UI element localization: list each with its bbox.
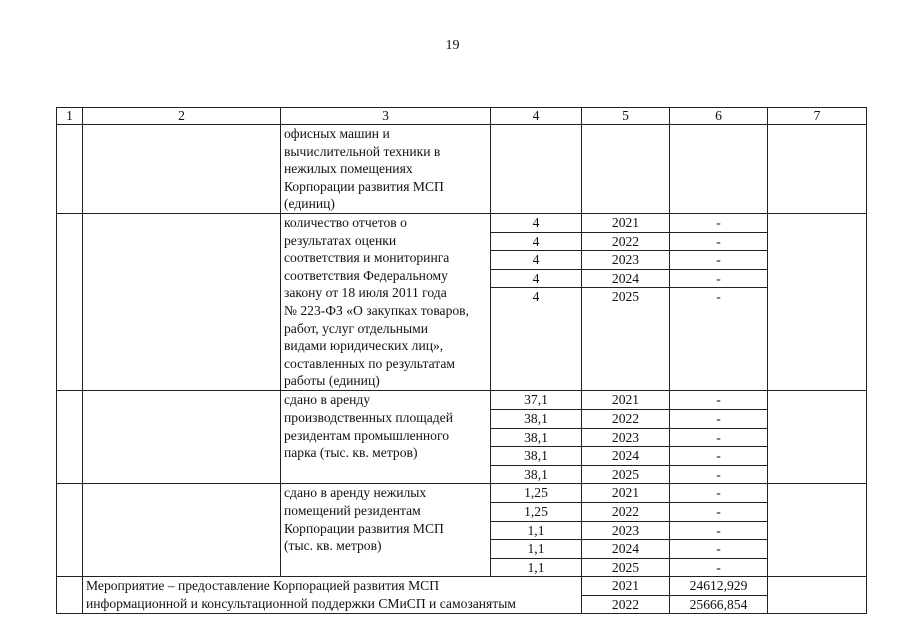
year-cell: 2024 (582, 540, 670, 559)
table-row (57, 391, 867, 410)
amount-cell: - (670, 521, 768, 540)
header-cell-4: 4 (491, 108, 582, 125)
description-line: вычислительной техники в (284, 143, 441, 159)
value-cell: 1,1 (491, 521, 582, 540)
description-line: офисных машин и (284, 126, 390, 141)
description-line: результатах оценки (284, 232, 397, 248)
header-cell-5: 5 (582, 108, 670, 125)
year-cell: 2023 (582, 251, 670, 270)
year-cell: 2022 (582, 595, 670, 614)
amount-cell: - (670, 484, 768, 503)
value-cell: 4 (491, 269, 582, 288)
year-cell: 2023 (582, 521, 670, 540)
description-line: резидентам промышленного (284, 427, 450, 443)
col7-cell (768, 125, 867, 214)
amount-cell: - (670, 409, 768, 428)
amount-cell: - (670, 251, 768, 270)
value-cell: 1,1 (491, 540, 582, 559)
col1-cell (57, 391, 83, 484)
year-cell: 2025 (582, 288, 670, 391)
amount-cell: - (670, 288, 768, 391)
amount-cell: - (670, 502, 768, 521)
indicator-description (281, 125, 491, 214)
description-line: количество отчетов о (284, 214, 407, 230)
indicator-description (281, 484, 491, 577)
year-cell (582, 125, 670, 214)
value-cell: 38,1 (491, 428, 582, 447)
table-row (57, 577, 867, 596)
col2-cell (83, 125, 281, 214)
year-cell: 2024 (582, 269, 670, 288)
col2-cell (83, 213, 281, 390)
header-cell-2: 2 (83, 108, 281, 125)
year-cell: 2024 (582, 447, 670, 466)
amount-cell: 25666,854 (670, 595, 768, 614)
year-cell: 2025 (582, 465, 670, 484)
value-cell: 38,1 (491, 465, 582, 484)
amount-cell: - (670, 465, 768, 484)
description-line: (тыс. кв. метров) (284, 538, 382, 554)
description-line: Корпорации развития МСП (284, 178, 444, 194)
value-cell: 38,1 (491, 447, 582, 466)
amount-cell: - (670, 428, 768, 447)
col7-cell (768, 577, 867, 614)
description-line: (единиц) (284, 196, 335, 212)
year-cell: 2021 (582, 213, 670, 232)
description-line: сдано в аренду (284, 392, 371, 408)
year-cell: 2021 (582, 391, 670, 410)
value-cell: 1,25 (491, 502, 582, 521)
col2-cell (83, 391, 281, 484)
header-cell-6: 6 (670, 108, 768, 125)
amount-cell: - (670, 558, 768, 577)
amount-cell: - (670, 232, 768, 251)
value-cell (491, 125, 582, 214)
description-line: сдано в аренду нежилых (284, 485, 427, 501)
value-cell: 37,1 (491, 391, 582, 410)
amount-cell: 24612,929 (670, 577, 768, 596)
year-cell: 2021 (582, 484, 670, 503)
table-row (57, 213, 867, 232)
col7-cell (768, 484, 867, 577)
description-line: производственных площадей (284, 409, 453, 425)
header-cell-7: 7 (768, 108, 867, 125)
col2-cell (83, 484, 281, 577)
amount-cell: - (670, 391, 768, 410)
description-line: видами юридических лиц», (284, 338, 444, 354)
table-row (57, 484, 867, 503)
description-line: парка (тыс. кв. метров) (284, 445, 418, 461)
year-cell: 2022 (582, 232, 670, 251)
header-cell-3: 3 (281, 108, 491, 125)
col1-cell (57, 484, 83, 577)
description-line: нежилых помещениях (284, 161, 413, 177)
amount-cell: - (670, 540, 768, 559)
description-line: работ, услуг отдельными (284, 320, 429, 336)
header-row (57, 108, 867, 125)
value-cell: 1,1 (491, 558, 582, 577)
col7-cell (768, 391, 867, 484)
value-cell: 4 (491, 232, 582, 251)
description-line: работы (единиц) (284, 373, 380, 389)
value-cell: 38,1 (491, 409, 582, 428)
description-line: Мероприятие – предоставление Корпорацией развития МСП (86, 578, 440, 594)
year-cell: 2022 (582, 409, 670, 428)
document-table (56, 107, 867, 614)
col1-cell (57, 213, 83, 390)
description-line: соответствия и мониторинга (284, 250, 450, 266)
description-line: закону от 18 июля 2011 года (284, 285, 447, 301)
description-line: помещений резидентам (284, 502, 421, 518)
col7-cell (768, 213, 867, 390)
indicator-description (281, 391, 491, 484)
description-line: информационной и консультационной поддержки СМиСП и самозанятым (86, 595, 516, 611)
indicator-description (281, 213, 491, 390)
year-cell: 2025 (582, 558, 670, 577)
col1-cell (57, 577, 83, 614)
amount-cell: - (670, 269, 768, 288)
value-cell: 1,25 (491, 484, 582, 503)
value-cell: 4 (491, 251, 582, 270)
amount-cell: - (670, 213, 768, 232)
col1-cell (57, 125, 83, 214)
year-cell: 2021 (582, 577, 670, 596)
header-cell-1: 1 (57, 108, 83, 125)
value-cell: 4 (491, 288, 582, 391)
description-line: соответствия Федеральному (284, 267, 448, 283)
description-line: Корпорации развития МСП (284, 520, 444, 536)
event-description (83, 577, 582, 614)
description-line: № 223-ФЗ «О закупках товаров, (284, 302, 470, 318)
page-number: 19 (445, 38, 460, 53)
amount-cell: - (670, 447, 768, 466)
amount-cell (670, 125, 768, 214)
year-cell: 2022 (582, 502, 670, 521)
description-line: составленных по результатам (284, 355, 456, 371)
year-cell: 2023 (582, 428, 670, 447)
value-cell: 4 (491, 213, 582, 232)
table-row (57, 125, 867, 214)
